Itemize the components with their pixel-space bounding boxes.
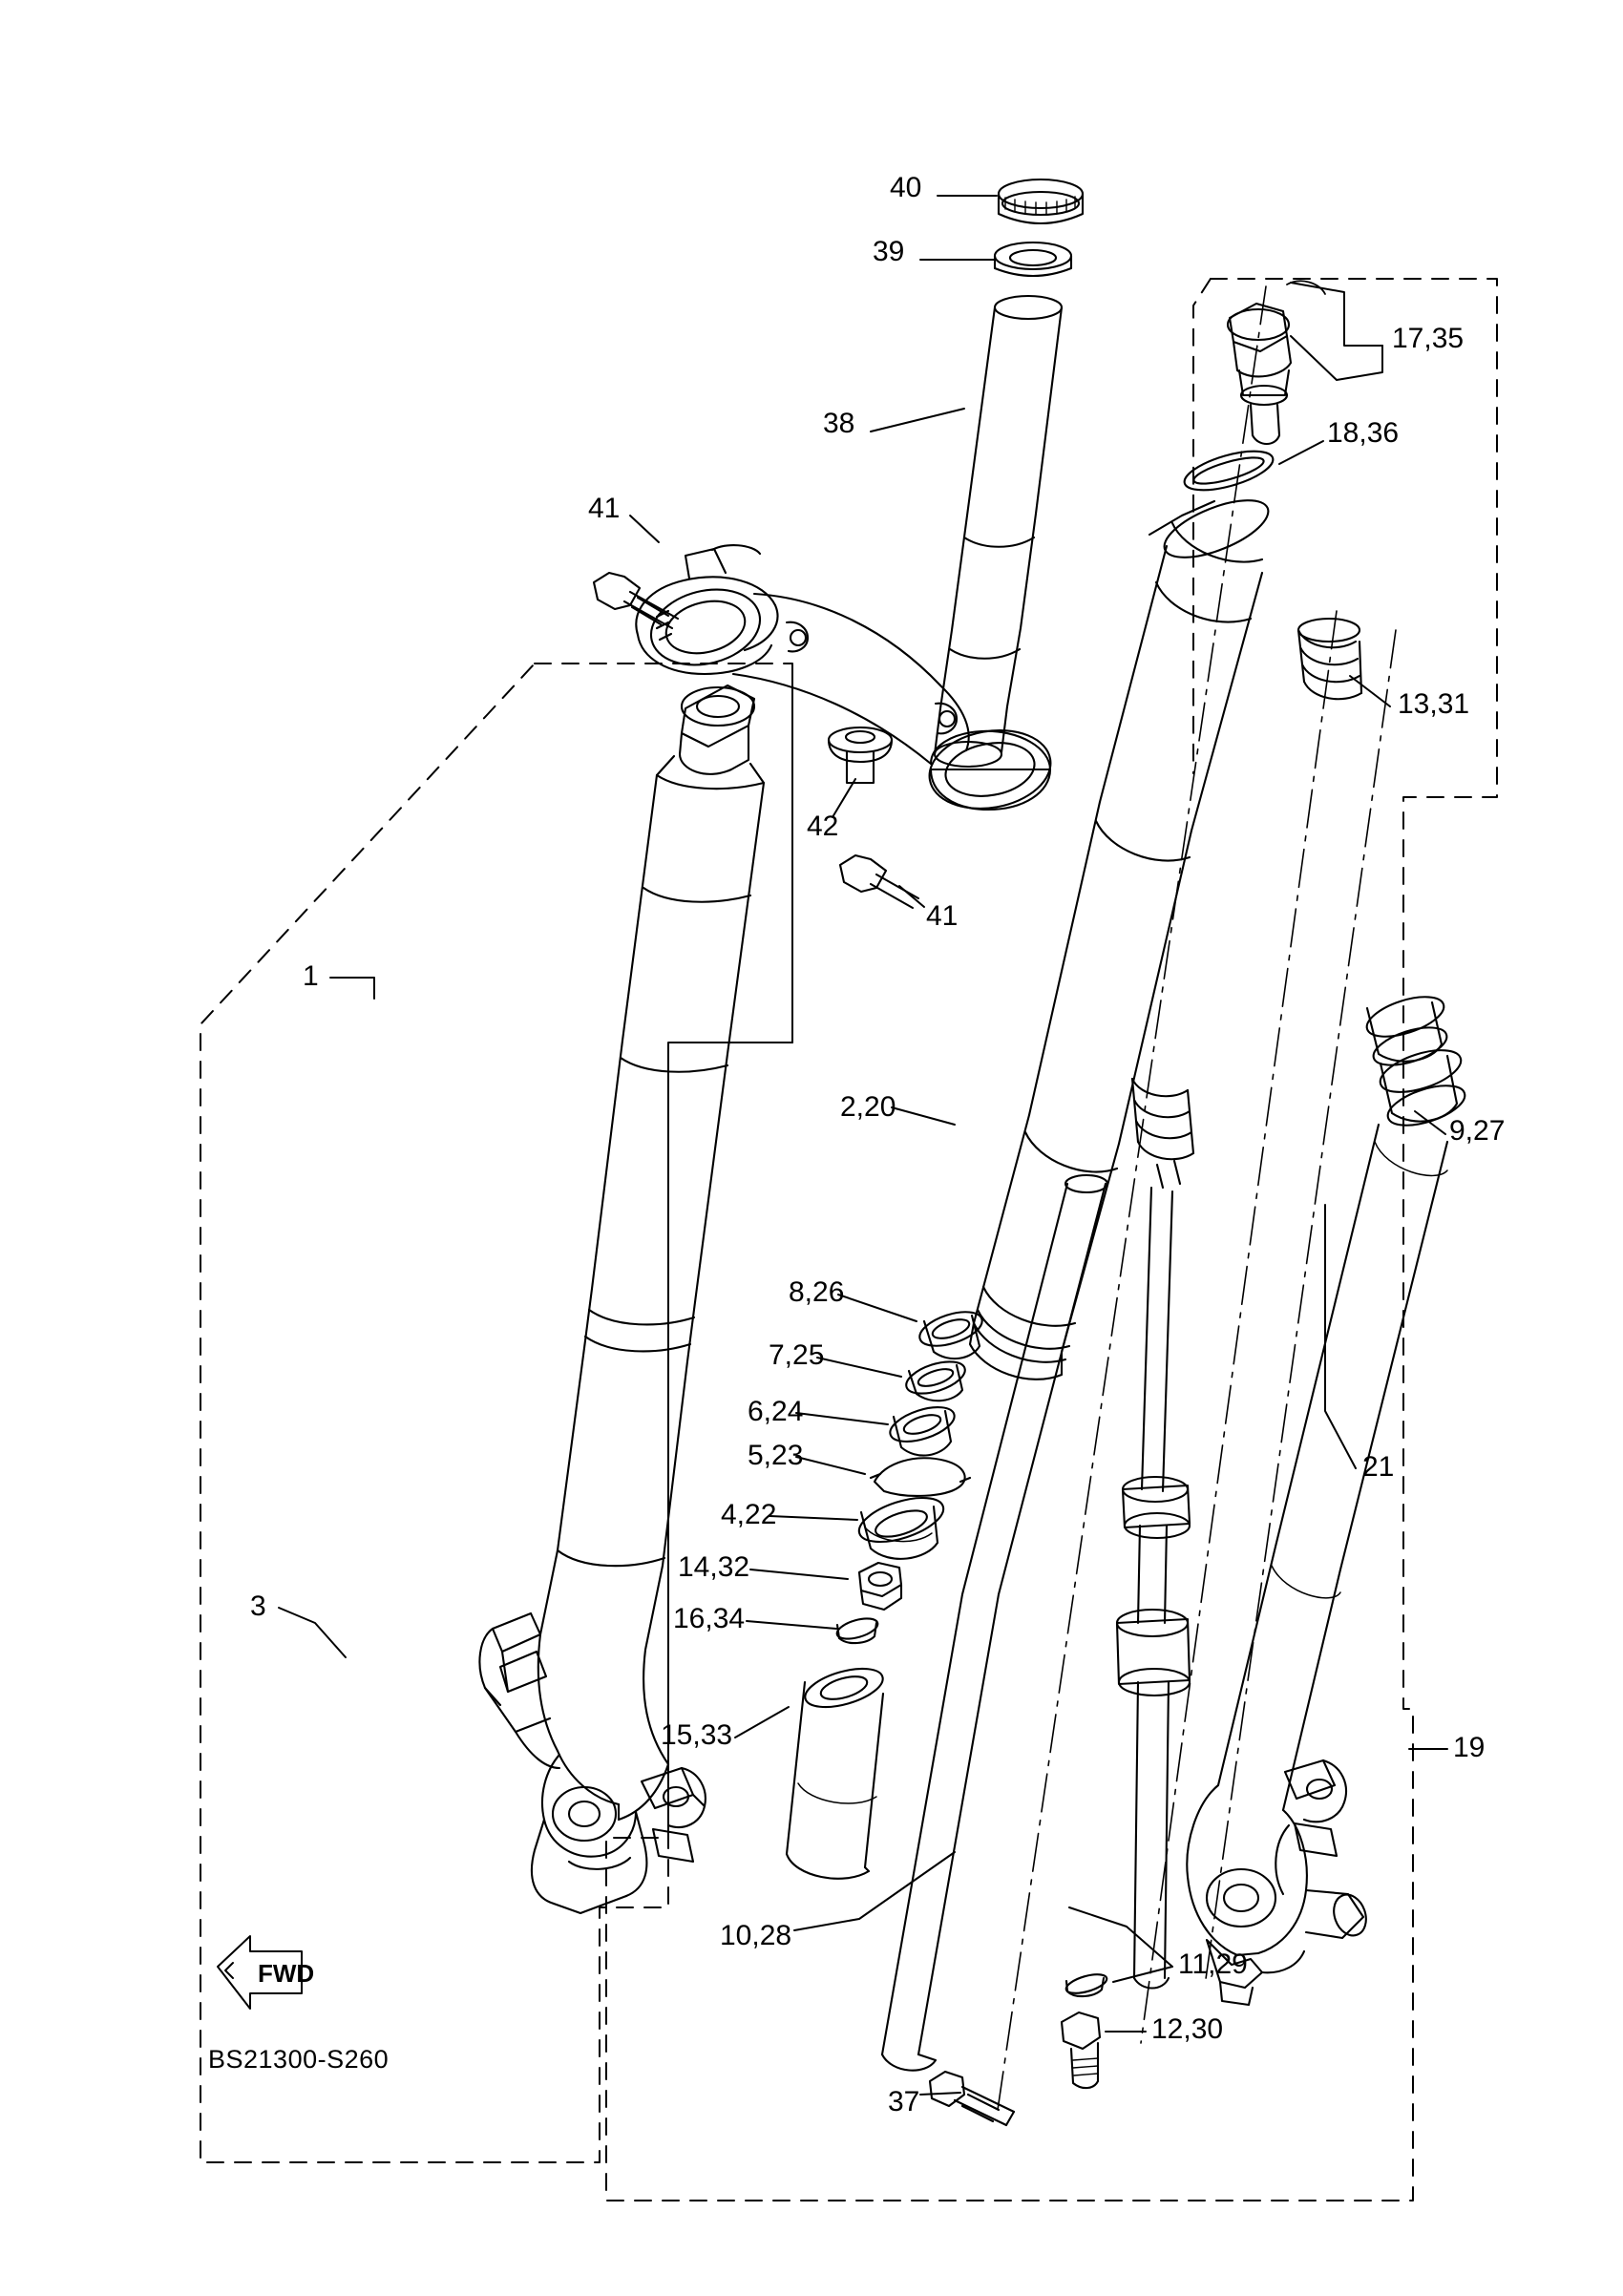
callout-4-22: 4,22	[721, 1499, 777, 1530]
callout-41-lower: 41	[926, 900, 959, 932]
group-box-19	[606, 279, 1497, 2201]
callout-9-27: 9,27	[1449, 1115, 1506, 1147]
callout-16-34: 16,34	[673, 1603, 746, 1634]
callout-14-32: 14,32	[678, 1551, 750, 1583]
fwd-label: FWD	[258, 1959, 315, 1988]
part-39-dust-seal	[995, 242, 1071, 276]
callout-21: 21	[1362, 1451, 1395, 1483]
part-21-damper-rod	[1117, 1161, 1190, 1989]
part-38-steering-stem	[935, 296, 1062, 767]
callout-2-20: 2,20	[840, 1091, 896, 1123]
part-41-pinch-bolt-lower	[840, 855, 918, 908]
part-8-26-oil-seal	[916, 1305, 986, 1359]
part-42-bush	[829, 727, 892, 783]
part-9-27-slide-metal-upper	[1362, 989, 1451, 1073]
part-17-35-damper-valve	[1228, 281, 1325, 444]
part-37-bolt	[930, 2072, 1014, 2125]
callout-11-29: 11,29	[1178, 1948, 1248, 1980]
callout-7-25: 7,25	[769, 1339, 825, 1371]
part-11-29-washer	[1064, 1970, 1109, 1997]
callout-18-36: 18,36	[1327, 417, 1400, 449]
callout-38: 38	[823, 408, 855, 439]
callout-41-upper: 41	[588, 493, 621, 524]
diagram-code: BS21300-S260	[208, 2045, 390, 2074]
callout-19: 19	[1453, 1732, 1486, 1763]
part-15-33-damper-cylinder	[787, 1661, 887, 1879]
part-10-28-inner-tube	[882, 1175, 1107, 2071]
callout-8-26: 8,26	[789, 1276, 845, 1308]
callout-10-28: 10,28	[720, 1920, 792, 1951]
leader-lines	[279, 196, 1447, 2095]
part-5-23-circlip	[871, 1458, 970, 1496]
callout-42: 42	[807, 811, 839, 842]
part-12-30-bolt	[1062, 2012, 1100, 2088]
part-18-36-o-ring	[1180, 443, 1276, 497]
part-14-32-nut	[859, 1563, 901, 1610]
callout-6-24: 6,24	[748, 1396, 804, 1427]
part-7-25-washer	[902, 1356, 969, 1401]
callout-17-35: 17,35	[1392, 323, 1465, 354]
group-box-upper-right	[1193, 279, 1211, 773]
part-2-20-outer-tube	[970, 489, 1275, 1380]
callout-39: 39	[873, 236, 905, 267]
part-13-31-fork-spring-mid	[1132, 1079, 1193, 1159]
part-40-bearing	[999, 179, 1083, 223]
part-4-22-dust-seal	[854, 1489, 948, 1559]
group-box-1	[200, 664, 792, 2162]
callout-15-33: 15,33	[661, 1719, 733, 1751]
callout-12-30: 12,30	[1151, 2013, 1224, 2045]
callout-3: 3	[250, 1590, 266, 1622]
callout-5-23: 5,23	[748, 1440, 804, 1471]
callout-40: 40	[890, 172, 922, 203]
part-19-inner-tube-right	[1187, 1125, 1447, 2005]
part-6-24-oil-seal	[886, 1401, 959, 1456]
part-16-34-washer	[834, 1614, 879, 1643]
callout-1: 1	[303, 960, 319, 992]
center-lines	[998, 286, 1396, 2110]
callout-37: 37	[888, 2086, 920, 2117]
callout-13-31: 13,31	[1398, 688, 1470, 720]
